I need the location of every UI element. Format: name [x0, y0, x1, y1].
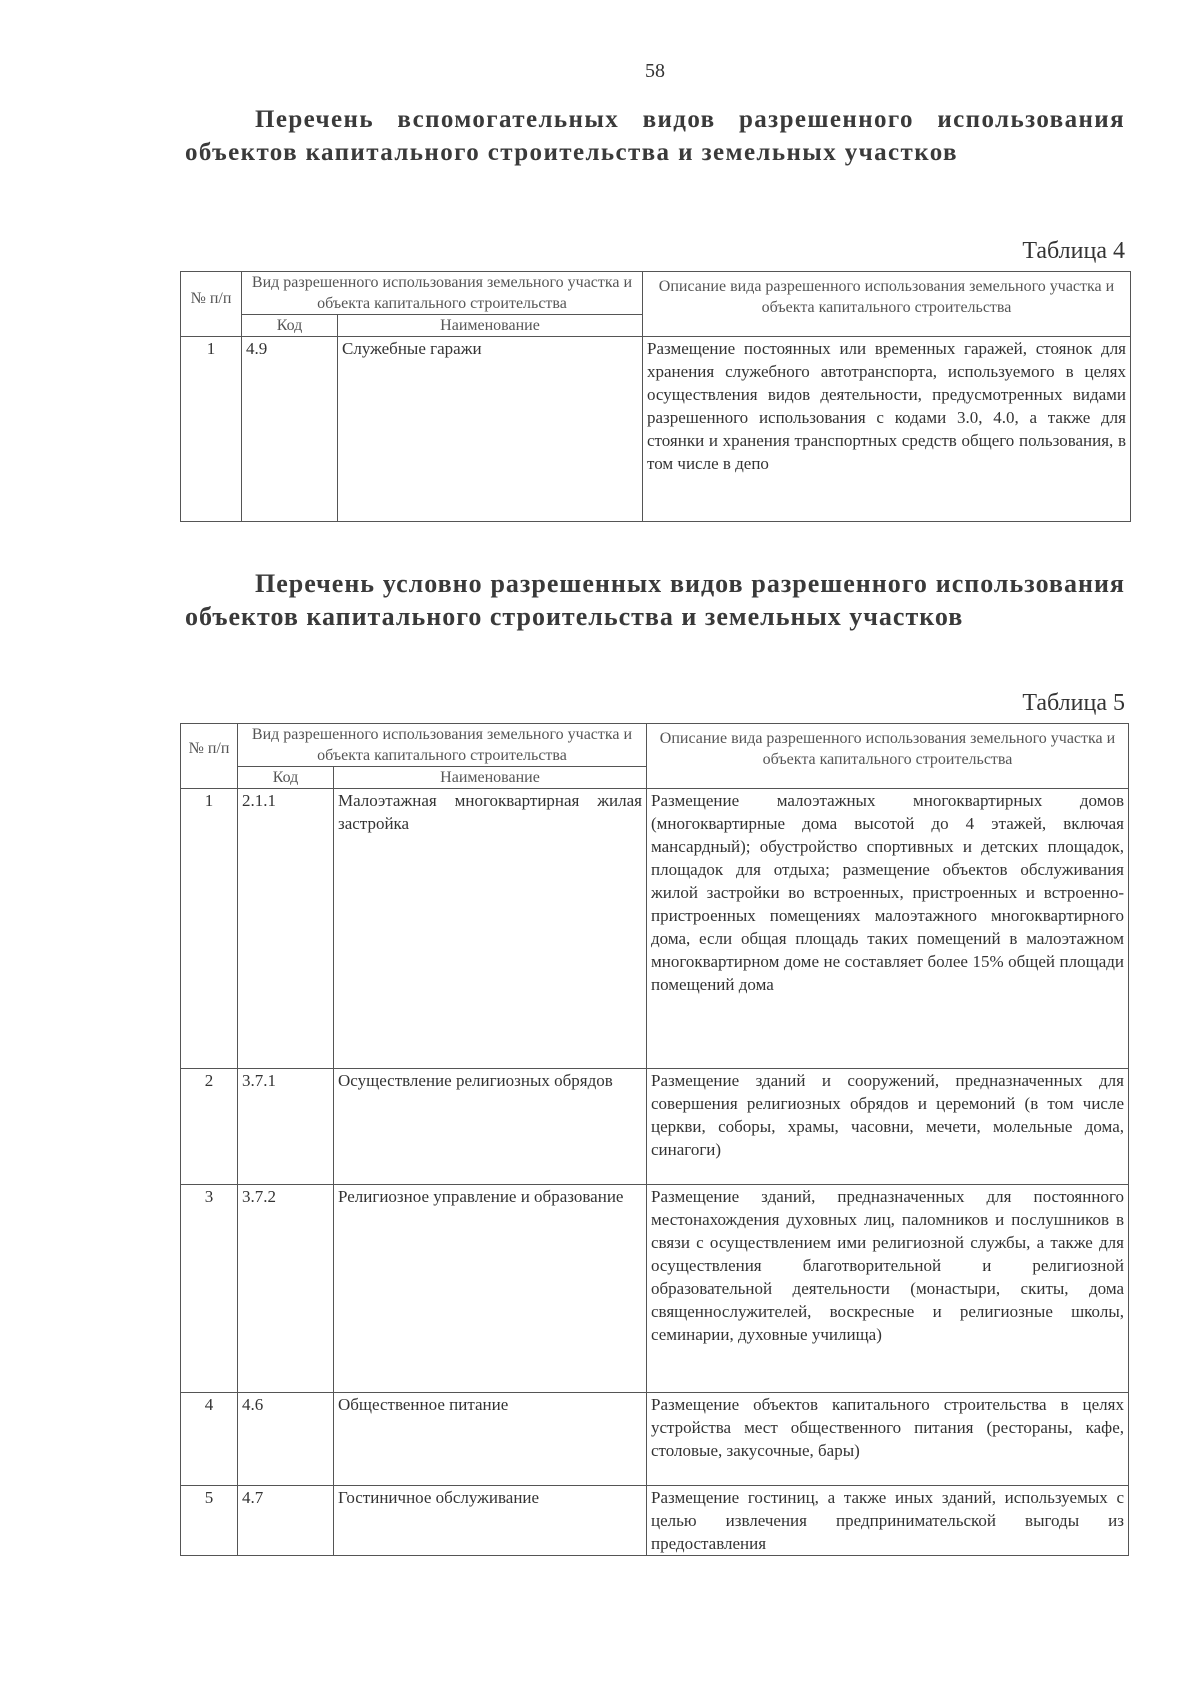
header-group: Вид разрешенного использования земельного участка и объекта капитального строительства [238, 724, 647, 767]
cell-description: Размещение объектов капитального строительства в целях устройства мест общественного питания (рестораны, кафе, столовые, закусочные, бары) [647, 1393, 1129, 1486]
table-row [181, 1393, 1129, 1486]
table-row [181, 789, 1129, 1069]
cell-code: 3.7.2 [238, 1185, 334, 1393]
header-num: № п/п [181, 272, 242, 337]
cell-code: 4.6 [238, 1393, 334, 1486]
cell-name: Служебные гаражи [338, 337, 643, 522]
cell-description: Размещение малоэтажных многоквартирных домов (многоквартирные дома высотой до 4 этажей, включая мансардный); обустройство спортивных и детских площадок, площадок для отдыха; размещение объектов обслуживания жилой застройки во встроенных, пристроенных и встроенно-пристроенных помещениях малоэтажного многоквартирного дома, если общая площадь таких помещений в малоэтажном многоквартирном доме не составляет более 15% общей площади помещений дома [647, 789, 1129, 1069]
cell-code: 3.7.1 [238, 1069, 334, 1185]
cell-num: 3 [181, 1185, 238, 1393]
header-code: Код [242, 315, 338, 337]
cell-num: 1 [181, 337, 242, 522]
table-row [181, 1486, 1129, 1556]
header-code: Код [238, 767, 334, 789]
cell-description: Размещение зданий, предназначенных для постоянного местонахождения духовных лиц, паломников и послушников в связи с осуществлением ими религиозной службы, а также для осуществления благотворительной и религиозной образовательной деятельности (монастыри, скиты, дома священнослужителей, воскресные и религиозные школы, семинарии, духовные училища) [647, 1185, 1129, 1393]
table-row [181, 1185, 1129, 1393]
table-row [181, 1069, 1129, 1185]
cell-num: 5 [181, 1486, 238, 1556]
table-5 [180, 723, 1129, 1556]
page-number: 58 [645, 60, 665, 82]
cell-num: 1 [181, 789, 238, 1069]
cell-name: Религиозное управление и образование [334, 1185, 647, 1393]
header-name: Наименование [338, 315, 643, 337]
cell-name: Малоэтажная многоквартирная жилая застройка [334, 789, 647, 1069]
header-name: Наименование [334, 767, 647, 789]
table-4-caption: Таблица 4 [1022, 238, 1125, 264]
section-heading-conditional-uses: Перечень условно разрешенных видов разрешенного использования объектов капитального строительства и земельных участков [185, 569, 1125, 631]
table-row [181, 337, 1131, 522]
header-group: Вид разрешенного использования земельного участка и объекта капитального строительства [242, 272, 643, 315]
table-5-caption: Таблица 5 [1022, 690, 1125, 716]
header-description: Описание вида разрешенного использования земельного участка и объекта капитального строительства [643, 272, 1131, 337]
cell-description: Размещение зданий и сооружений, предназначенных для совершения религиозных обрядов и церемоний (в том числе церкви, соборы, храмы, часовни, мечети, молельные дома, синагоги) [647, 1069, 1129, 1185]
cell-code: 4.7 [238, 1486, 334, 1556]
cell-name: Осуществление религиозных обрядов [334, 1069, 647, 1185]
header-description: Описание вида разрешенного использования земельного участка и объекта капитального строительства [647, 724, 1129, 789]
cell-num: 2 [181, 1069, 238, 1185]
cell-description: Размещение гостиниц, а также иных зданий, используемых с целью извлечения предпринимательской выгоды из предоставления [647, 1486, 1129, 1556]
section-heading-auxiliary-uses: Перечень вспомогательных видов разрешенного использования объектов капитального строительства и земельных участков [185, 106, 1125, 166]
cell-name: Гостиничное обслуживание [334, 1486, 647, 1556]
cell-num: 4 [181, 1393, 238, 1486]
cell-name: Общественное питание [334, 1393, 647, 1486]
table-4 [180, 271, 1131, 522]
cell-code: 2.1.1 [238, 789, 334, 1069]
cell-code: 4.9 [242, 337, 338, 522]
header-num: № п/п [181, 724, 238, 789]
cell-description: Размещение постоянных или временных гаражей, стоянок для хранения служебного автотранспорта, используемого в целях осуществления видов деятельности, предусмотренных видами разрешенного использования с кодами 3.0, 4.0, а также для стоянки и хранения транспортных средств общего пользования, в том числе в депо [643, 337, 1131, 522]
